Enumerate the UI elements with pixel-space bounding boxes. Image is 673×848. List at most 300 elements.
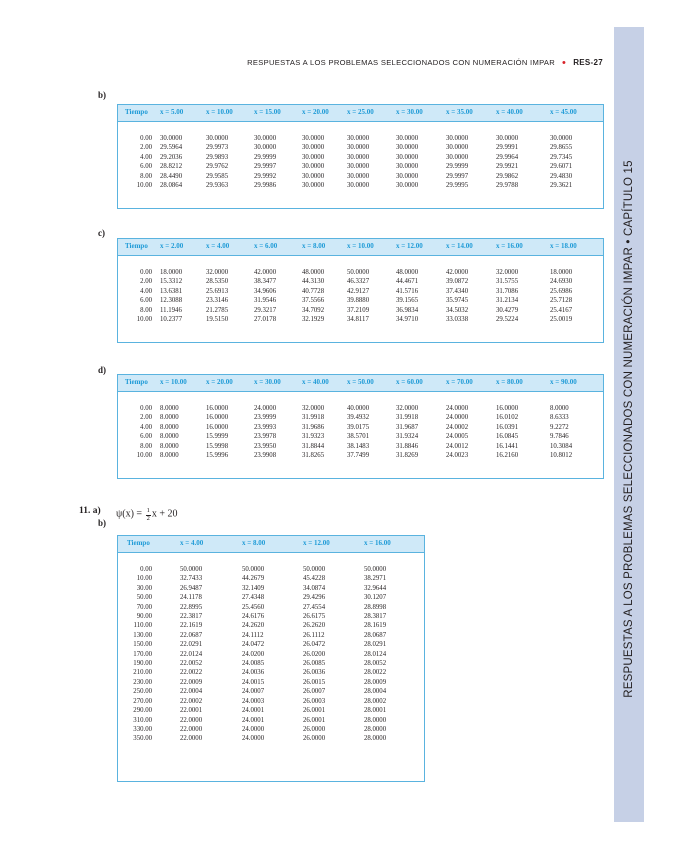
table-cell: 33.0338 bbox=[446, 316, 469, 324]
table-cell: 29.9973 bbox=[206, 144, 229, 152]
table-cell: 24.2620 bbox=[242, 622, 265, 630]
table-cell: 39.8880 bbox=[347, 297, 370, 305]
running-head bbox=[247, 57, 603, 69]
table-cell: 16.0000 bbox=[206, 405, 229, 412]
column-values bbox=[550, 268, 572, 324]
table-cell: 350.00 bbox=[133, 735, 152, 743]
table-cell: 6.00 bbox=[140, 163, 152, 171]
column-header-time: Tiempo bbox=[125, 378, 148, 386]
table-cell: 25.4560 bbox=[242, 603, 265, 611]
table-cell: 39.4932 bbox=[347, 414, 370, 422]
table-cell: 28.8212 bbox=[160, 163, 183, 171]
column-header: x = 16.00 bbox=[364, 539, 391, 547]
table-cell: 24.0000 bbox=[446, 405, 469, 412]
running-head-bullet: • bbox=[562, 57, 567, 69]
table-cell: 9.2272 bbox=[550, 423, 569, 431]
table-cell: 28.4490 bbox=[160, 172, 183, 180]
table-cell: 32.1409 bbox=[242, 584, 265, 592]
table-cell: 28.0000 bbox=[364, 735, 387, 743]
table-cell: 26.9487 bbox=[180, 584, 203, 592]
table-cell: 30.0000 bbox=[396, 182, 419, 190]
table-cell: 32.7433 bbox=[180, 575, 203, 583]
label-b: b) bbox=[98, 90, 107, 100]
table-cell: 16.0845 bbox=[496, 433, 519, 441]
table-cell: 16.0000 bbox=[206, 423, 229, 431]
column-header: x = 12.00 bbox=[396, 242, 423, 250]
table-cell: 29.9986 bbox=[254, 182, 277, 190]
table-cell: 28.0052 bbox=[364, 660, 387, 668]
table-cell: 44.4671 bbox=[396, 278, 419, 286]
table-cell: 22.0000 bbox=[180, 725, 203, 733]
table-cell: 9.7846 bbox=[550, 433, 569, 441]
table-cell: 10.00 bbox=[136, 575, 152, 583]
table-cell: 30.0000 bbox=[446, 135, 469, 142]
table-cell: 15.9998 bbox=[206, 442, 229, 450]
column-time bbox=[118, 404, 152, 460]
table-cell: 29.9964 bbox=[496, 153, 519, 161]
table-cell: 29.2036 bbox=[160, 153, 183, 161]
table-cell: 40.0000 bbox=[347, 405, 370, 412]
table-cell: 35.9745 bbox=[446, 297, 469, 305]
table-cell: 22.0124 bbox=[180, 650, 203, 658]
table-cell: 22.0002 bbox=[180, 697, 203, 705]
column-header: x = 18.00 bbox=[550, 242, 577, 250]
table-cell: 32.1929 bbox=[302, 316, 325, 324]
table-cell: 13.6381 bbox=[160, 287, 183, 295]
table-cell: 38.5701 bbox=[347, 433, 370, 441]
table-cell: 23.9950 bbox=[254, 442, 277, 450]
column-header-time: Tiempo bbox=[127, 539, 150, 547]
table-cell: 16.2160 bbox=[496, 452, 519, 460]
column-values bbox=[446, 268, 468, 324]
table-cell: 6.00 bbox=[140, 297, 152, 305]
column-values bbox=[160, 404, 179, 460]
table-cell: 50.00 bbox=[136, 594, 152, 602]
table-cell: 8.0000 bbox=[550, 405, 569, 412]
table-cell: 25.6986 bbox=[550, 287, 573, 295]
table-cell: 25.7128 bbox=[550, 297, 573, 305]
column-values bbox=[347, 268, 369, 324]
table-cell: 31.9918 bbox=[302, 414, 325, 422]
table-cell: 21.2785 bbox=[206, 306, 229, 314]
table-cell: 30.0000 bbox=[446, 153, 469, 161]
table-cell: 37.4340 bbox=[446, 287, 469, 295]
table-cell: 26.0001 bbox=[303, 707, 326, 715]
table-cell: 0.00 bbox=[140, 269, 152, 276]
table-cell: 44.2679 bbox=[242, 575, 265, 583]
table-cell: 22.0687 bbox=[180, 631, 203, 639]
table-cell: 38.2971 bbox=[364, 575, 387, 583]
table-cell: 36.9834 bbox=[396, 306, 419, 314]
table-cell: 23.3146 bbox=[206, 297, 229, 305]
table-cell: 25.0019 bbox=[550, 316, 573, 324]
table-cell: 26.0015 bbox=[303, 678, 326, 686]
table-cell: 34.9606 bbox=[254, 287, 277, 295]
column-values bbox=[347, 404, 369, 460]
column-values bbox=[242, 565, 264, 744]
table-cell: 8.0000 bbox=[160, 433, 179, 441]
table-cell: 22.3817 bbox=[180, 613, 203, 621]
table-cell: 10.00 bbox=[136, 316, 152, 324]
table-cell: 37.2109 bbox=[347, 306, 370, 314]
table-cell: 18.0000 bbox=[160, 269, 183, 276]
column-header: x = 50.00 bbox=[347, 378, 374, 386]
column-values bbox=[302, 268, 324, 324]
column-values bbox=[496, 268, 518, 324]
table-cell: 8.0000 bbox=[160, 442, 179, 450]
column-header: x = 10.00 bbox=[160, 378, 187, 386]
table-cell: 190.00 bbox=[133, 660, 152, 668]
column-header: x = 70.00 bbox=[446, 378, 473, 386]
table-cell: 26.0036 bbox=[303, 669, 326, 677]
table-cell: 10.8012 bbox=[550, 452, 573, 460]
table-d bbox=[117, 374, 604, 479]
table-cell: 42.9127 bbox=[347, 287, 370, 295]
column-values bbox=[254, 268, 276, 324]
table-cell: 38.3477 bbox=[254, 278, 277, 286]
table-cell: 26.0085 bbox=[303, 660, 326, 668]
table-cell: 250.00 bbox=[133, 688, 152, 696]
table-cell: 31.5755 bbox=[496, 278, 519, 286]
table-cell: 24.0000 bbox=[242, 735, 265, 743]
table-cell: 8.00 bbox=[140, 306, 152, 314]
table-cell: 29.8655 bbox=[550, 144, 573, 152]
table-cell: 23.9978 bbox=[254, 433, 277, 441]
table-header bbox=[118, 105, 603, 122]
table-cell: 31.9687 bbox=[396, 423, 419, 431]
table-cell: 31.8846 bbox=[396, 442, 419, 450]
table-cell: 24.0001 bbox=[242, 707, 265, 715]
column-values bbox=[160, 134, 182, 190]
table-cell: 24.0472 bbox=[242, 641, 265, 649]
table-header bbox=[118, 375, 603, 392]
table-cell: 31.9918 bbox=[396, 414, 419, 422]
table-cell: 31.9324 bbox=[396, 433, 419, 441]
table-cell: 0.00 bbox=[140, 135, 152, 142]
table-cell: 150.00 bbox=[133, 641, 152, 649]
table-cell: 34.7092 bbox=[302, 306, 325, 314]
table-cell: 29.9995 bbox=[446, 182, 469, 190]
table-cell: 39.0872 bbox=[446, 278, 469, 286]
column-header: x = 8.00 bbox=[302, 242, 326, 250]
table-cell: 34.8117 bbox=[347, 316, 369, 324]
page-number: RES-27 bbox=[573, 58, 603, 67]
table-cell: 25.6913 bbox=[206, 287, 229, 295]
table-cell: 28.8998 bbox=[364, 603, 387, 611]
table-cell: 8.00 bbox=[140, 172, 152, 180]
column-values bbox=[496, 404, 518, 460]
table-cell: 30.0000 bbox=[302, 182, 325, 190]
table-cell: 28.3817 bbox=[364, 613, 387, 621]
label-11b: b) bbox=[98, 518, 107, 528]
table-cell: 24.1178 bbox=[180, 594, 202, 602]
table-cell: 30.0000 bbox=[254, 144, 277, 152]
table-cell: 10.00 bbox=[136, 182, 152, 190]
table-cell: 30.0000 bbox=[347, 172, 370, 180]
table-cell: 50.0000 bbox=[303, 566, 326, 573]
label-c: c) bbox=[98, 228, 105, 238]
equation-lhs: ψ(x) = bbox=[116, 508, 145, 520]
column-header-time: Tiempo bbox=[125, 108, 148, 116]
equation-psi bbox=[116, 508, 177, 522]
table-cell: 26.6175 bbox=[303, 613, 326, 621]
table-cell: 22.0052 bbox=[180, 660, 203, 668]
table-cell: 29.9363 bbox=[206, 182, 229, 190]
column-header: x = 2.00 bbox=[160, 242, 184, 250]
table-cell: 8.0000 bbox=[160, 405, 179, 412]
table-cell: 42.0000 bbox=[446, 269, 469, 276]
table-cell: 30.0000 bbox=[550, 135, 573, 142]
table-cell: 44.3130 bbox=[302, 278, 325, 286]
table-cell: 16.0000 bbox=[206, 414, 229, 422]
column-values bbox=[180, 565, 202, 744]
column-header: x = 30.00 bbox=[254, 378, 281, 386]
table-cell: 29.9788 bbox=[496, 182, 519, 190]
table-cell: 15.9999 bbox=[206, 433, 229, 441]
table-cell: 30.0000 bbox=[396, 153, 419, 161]
column-values bbox=[364, 565, 386, 744]
column-header: x = 20.00 bbox=[302, 108, 329, 116]
table-cell: 310.00 bbox=[133, 716, 152, 724]
table-cell: 29.3621 bbox=[550, 182, 573, 190]
running-head-text: RESPUESTAS A LOS PROBLEMAS SELECCIONADOS CON NUMERACIÓN IMPAR bbox=[247, 58, 556, 67]
table-cell: 27.4554 bbox=[303, 603, 326, 611]
table-cell: 29.9999 bbox=[446, 163, 469, 171]
column-values bbox=[347, 134, 369, 190]
table-cell: 28.0022 bbox=[364, 669, 387, 677]
column-header: x = 14.00 bbox=[446, 242, 473, 250]
table-cell: 50.0000 bbox=[180, 566, 203, 573]
column-header: x = 30.00 bbox=[396, 108, 423, 116]
column-values bbox=[496, 134, 518, 190]
table-cell: 24.0012 bbox=[446, 442, 469, 450]
table-cell: 10.3084 bbox=[550, 442, 573, 450]
table-cell: 32.0000 bbox=[206, 269, 229, 276]
table-cell: 26.0472 bbox=[303, 641, 326, 649]
table-cell: 22.1619 bbox=[180, 622, 203, 630]
table-cell: 50.0000 bbox=[347, 269, 370, 276]
table-cell: 18.0000 bbox=[550, 269, 573, 276]
table-cell: 30.0000 bbox=[347, 153, 370, 161]
table-cell: 30.0000 bbox=[302, 163, 325, 171]
table-cell: 22.0000 bbox=[180, 735, 203, 743]
table-cell: 30.0000 bbox=[396, 144, 419, 152]
table-cell: 230.00 bbox=[133, 678, 152, 686]
table-cell: 28.0000 bbox=[364, 716, 387, 724]
table-cell: 48.0000 bbox=[302, 269, 325, 276]
table-cell: 30.0000 bbox=[302, 135, 325, 142]
table-cell: 29.9991 bbox=[496, 144, 519, 152]
column-header: x = 4.00 bbox=[180, 539, 204, 547]
table-b bbox=[117, 104, 604, 209]
table-cell: 2.00 bbox=[140, 278, 152, 286]
table-cell: 24.6930 bbox=[550, 278, 573, 286]
equation-fraction bbox=[146, 508, 151, 522]
column-header-time: Tiempo bbox=[125, 242, 148, 250]
column-values bbox=[446, 134, 468, 190]
table-cell: 37.5566 bbox=[302, 297, 325, 305]
table-cell: 16.0000 bbox=[496, 405, 519, 412]
table-cell: 16.1441 bbox=[496, 442, 519, 450]
column-values bbox=[396, 134, 418, 190]
table-cell: 30.0000 bbox=[302, 172, 325, 180]
table-cell: 24.0003 bbox=[242, 697, 265, 705]
table-cell: 45.4228 bbox=[303, 575, 326, 583]
table-cell: 39.0175 bbox=[347, 423, 370, 431]
table-cell: 26.0000 bbox=[303, 735, 326, 743]
table-cell: 29.9999 bbox=[254, 153, 277, 161]
table-cell: 8.0000 bbox=[160, 423, 179, 431]
column-time bbox=[118, 134, 152, 190]
table-cell: 26.0000 bbox=[303, 725, 326, 733]
table-cell: 24.0015 bbox=[242, 678, 265, 686]
column-header: x = 12.00 bbox=[303, 539, 330, 547]
table-cell: 330.00 bbox=[133, 725, 152, 733]
table-cell: 28.0864 bbox=[160, 182, 183, 190]
table-cell: 28.0687 bbox=[364, 631, 387, 639]
table-cell: 29.9992 bbox=[254, 172, 277, 180]
table-cell: 30.1207 bbox=[364, 594, 387, 602]
table-cell: 31.8265 bbox=[302, 452, 325, 460]
column-header: x = 40.00 bbox=[302, 378, 329, 386]
table-cell: 16.0391 bbox=[496, 423, 519, 431]
table-cell: 30.0000 bbox=[396, 163, 419, 171]
column-header: x = 8.00 bbox=[242, 539, 266, 547]
label-11a: 11. a) bbox=[79, 506, 101, 516]
table-cell: 30.00 bbox=[136, 584, 152, 592]
table-cell: 32.0000 bbox=[396, 405, 419, 412]
column-values bbox=[254, 404, 276, 460]
table-cell: 4.00 bbox=[140, 153, 152, 161]
table-cell: 46.3327 bbox=[347, 278, 370, 286]
column-values bbox=[160, 268, 182, 324]
table-cell: 31.9546 bbox=[254, 297, 277, 305]
fraction-numerator: 1 bbox=[146, 507, 150, 514]
table-cell: 34.9710 bbox=[396, 316, 419, 324]
table-c bbox=[117, 238, 604, 343]
table-cell: 29.5224 bbox=[496, 316, 519, 324]
table-cell: 22.0004 bbox=[180, 688, 203, 696]
table-cell: 48.0000 bbox=[396, 269, 419, 276]
table-cell: 270.00 bbox=[133, 697, 152, 705]
table-cell: 31.9686 bbox=[302, 423, 325, 431]
table-cell: 50.0000 bbox=[242, 566, 265, 573]
column-values bbox=[303, 565, 325, 744]
column-header: x = 60.00 bbox=[396, 378, 423, 386]
column-values bbox=[206, 134, 228, 190]
table-cell: 28.1619 bbox=[364, 622, 387, 630]
table-cell: 30.4279 bbox=[496, 306, 519, 314]
table-cell: 30.0000 bbox=[347, 182, 370, 190]
table-cell: 23.9993 bbox=[254, 423, 277, 431]
table-cell: 29.4296 bbox=[303, 594, 326, 602]
table-cell: 26.1112 bbox=[303, 631, 325, 639]
table-cell: 24.1112 bbox=[242, 631, 264, 639]
column-time bbox=[118, 268, 152, 324]
column-values bbox=[206, 404, 228, 460]
table-cell: 210.00 bbox=[133, 669, 152, 677]
table-cell: 22.0001 bbox=[180, 707, 203, 715]
table-cell: 24.0002 bbox=[446, 423, 469, 431]
column-values bbox=[550, 134, 572, 190]
equation-rhs: x + 20 bbox=[151, 508, 178, 520]
table-cell: 24.0085 bbox=[242, 660, 265, 668]
column-values bbox=[550, 404, 572, 460]
table-cell: 26.0003 bbox=[303, 697, 326, 705]
table-cell: 26.2620 bbox=[303, 622, 326, 630]
table-cell: 34.0874 bbox=[303, 584, 326, 592]
table-cell: 2.00 bbox=[140, 144, 152, 152]
column-header: x = 16.00 bbox=[496, 242, 523, 250]
label-d: d) bbox=[98, 365, 107, 375]
table-cell: 19.5150 bbox=[206, 316, 229, 324]
table-cell: 23.9999 bbox=[254, 414, 277, 422]
table-cell: 30.0000 bbox=[347, 144, 370, 152]
column-header: x = 90.00 bbox=[550, 378, 577, 386]
table-cell: 30.0000 bbox=[160, 135, 183, 142]
column-header: x = 10.00 bbox=[347, 242, 374, 250]
table-cell: 24.0005 bbox=[446, 433, 469, 441]
table-cell: 130.00 bbox=[133, 631, 152, 639]
column-values bbox=[254, 134, 276, 190]
table-cell: 23.9908 bbox=[254, 452, 277, 460]
table-cell: 29.6071 bbox=[550, 163, 573, 171]
table-cell: 29.3217 bbox=[254, 306, 277, 314]
table-cell: 28.5350 bbox=[206, 278, 229, 286]
table-cell: 22.0291 bbox=[180, 641, 203, 649]
table-cell: 28.0000 bbox=[364, 725, 387, 733]
table-cell: 24.6176 bbox=[242, 613, 265, 621]
table-cell: 50.0000 bbox=[364, 566, 387, 573]
table-cell: 22.8995 bbox=[180, 603, 203, 611]
table-cell: 26.0001 bbox=[303, 716, 326, 724]
table-cell: 28.0001 bbox=[364, 707, 387, 715]
table-cell: 90.00 bbox=[136, 613, 152, 621]
column-header: x = 5.00 bbox=[160, 108, 184, 116]
table-cell: 29.9585 bbox=[206, 172, 229, 180]
table-cell: 170.00 bbox=[133, 650, 152, 658]
table-cell: 10.2377 bbox=[160, 316, 183, 324]
table-cell: 26.0007 bbox=[303, 688, 326, 696]
table-header bbox=[118, 239, 603, 256]
table-cell: 41.5716 bbox=[396, 287, 419, 295]
table-cell: 8.6333 bbox=[550, 414, 569, 422]
table-cell: 32.9644 bbox=[364, 584, 387, 592]
table-cell: 4.00 bbox=[140, 287, 152, 295]
table-cell: 28.0002 bbox=[364, 697, 387, 705]
table-cell: 29.9997 bbox=[446, 172, 469, 180]
table-cell: 24.0007 bbox=[242, 688, 265, 696]
side-tab-text: RESPUESTAS A LOS PROBLEMAS SELECCIONADOS CON NUMERACIÓN IMPAR • CAPÍTULO 15 bbox=[623, 160, 635, 698]
column-header: x = 15.00 bbox=[254, 108, 281, 116]
table-cell: 6.00 bbox=[140, 433, 152, 441]
column-header: x = 4.00 bbox=[206, 242, 230, 250]
table-cell: 29.4830 bbox=[550, 172, 573, 180]
table-cell: 30.0000 bbox=[446, 144, 469, 152]
table-cell: 29.9997 bbox=[254, 163, 277, 171]
table-cell: 22.0009 bbox=[180, 678, 203, 686]
table-cell: 29.9762 bbox=[206, 163, 229, 171]
table-11b bbox=[117, 535, 425, 782]
table-cell: 15.9996 bbox=[206, 452, 229, 460]
table-cell: 10.00 bbox=[136, 452, 152, 460]
table-cell: 29.9893 bbox=[206, 153, 229, 161]
fraction-denominator: 2 bbox=[146, 514, 150, 522]
table-cell: 38.1483 bbox=[347, 442, 370, 450]
table-cell: 24.0000 bbox=[446, 414, 469, 422]
table-cell: 31.2134 bbox=[496, 297, 519, 305]
table-cell: 42.0000 bbox=[254, 269, 277, 276]
